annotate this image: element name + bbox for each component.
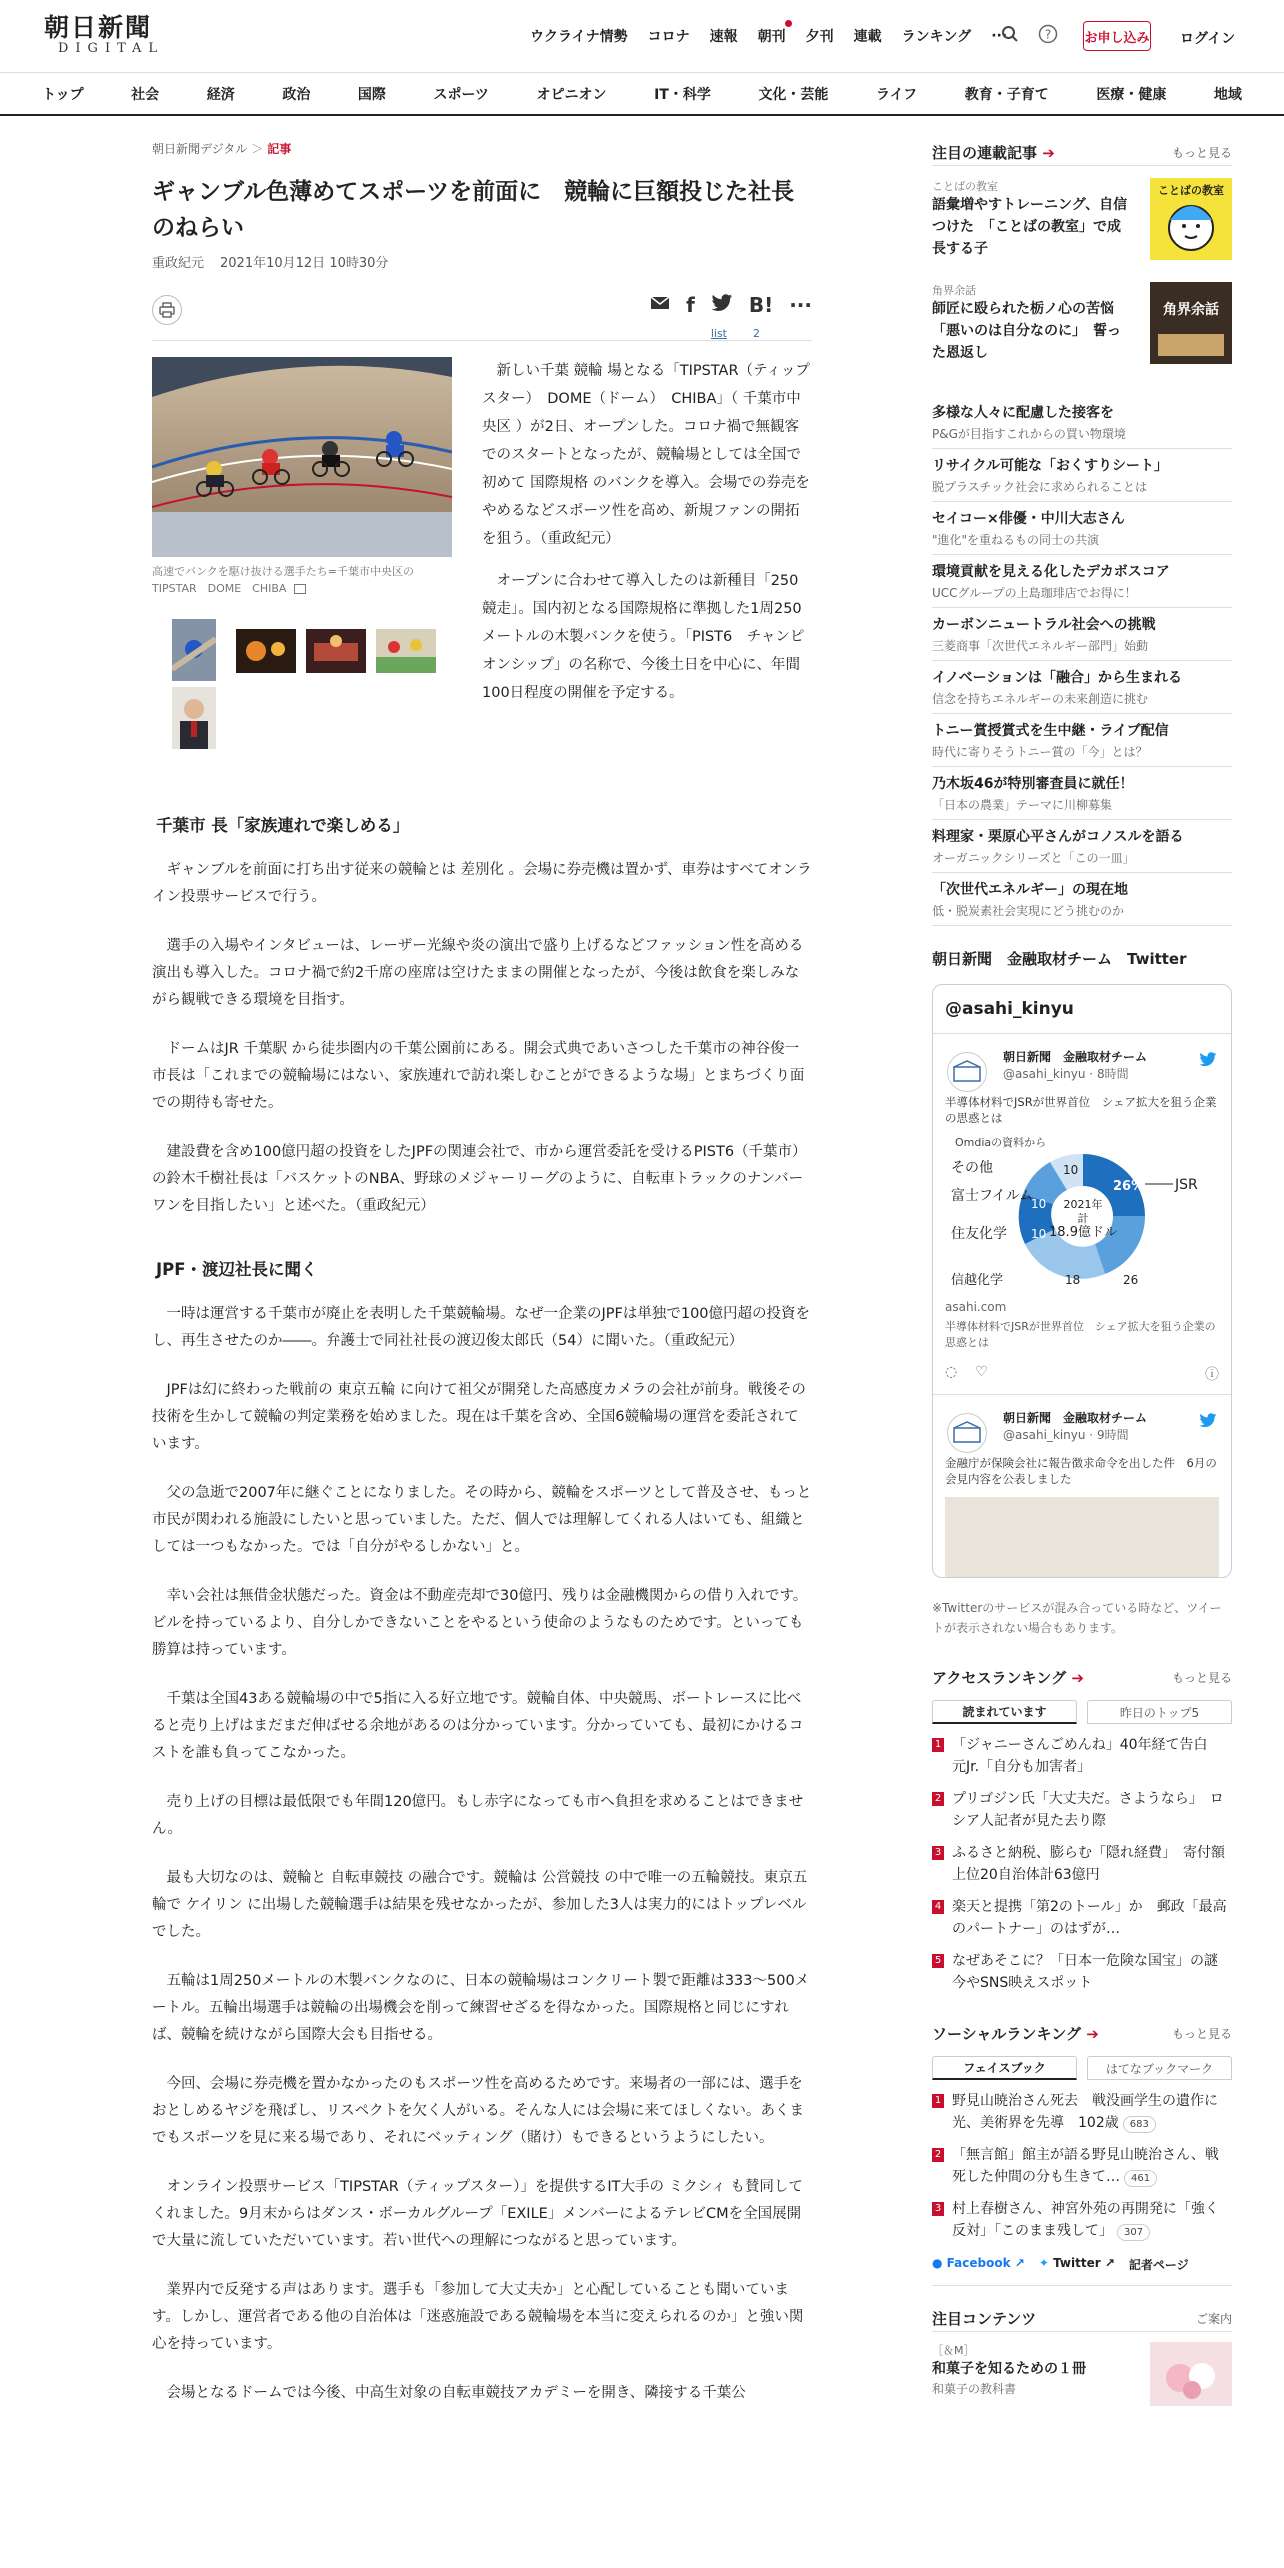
tweet-link-domain: asahi.com (945, 1300, 1007, 1314)
ranking-item[interactable] (932, 2144, 1232, 2188)
breadcrumb (152, 140, 812, 158)
body-paragraph: 最も大切なのは、競輪と 自転車競技 の融合です。競輪は 公営競技 の中で唯一の五輪競技。東京五輪で ケイリン に出場した競輪選手は結果を残せなかったが、参加した3人は実力的にはトップレベルでした。 (152, 1870, 808, 1940)
pr-title: 料理家・栗原心平さんがコノスルを語る (932, 829, 1184, 845)
body-paragraph: 売り上げの目標は最低限でも年間120億円。もし赤字になっても市へ負担を求めることはできません。 (152, 1794, 804, 1837)
thumbnail[interactable] (306, 629, 366, 673)
ranking-title: 楽天と提携「第2のトール」か 郵政「最高のパートナー」のはずが… (952, 1899, 1227, 1937)
pr-list (932, 396, 1232, 926)
top-nav-series[interactable]: 連載 (853, 29, 882, 45)
thumbnail[interactable] (172, 619, 216, 681)
tweet-link-title: 半導体材料でJSRが世界首位 シェア拡大を狙う企業の思惑とは (945, 1320, 1216, 1349)
pr-item[interactable] (932, 608, 1232, 661)
twitter-bird-icon[interactable] (1199, 1052, 1217, 1071)
attention-guide-link[interactable]: ご案内 (1195, 2312, 1232, 2326)
print-icon[interactable] (152, 295, 182, 325)
rank-number: 1 (932, 2094, 944, 2108)
ranking-item[interactable] (932, 2090, 1232, 2134)
cat-opinion[interactable]: オピニオン (536, 86, 607, 103)
attention-heading: 注目コンテンツ (932, 2310, 1037, 2328)
tweet-text: 半導体材料でJSRが世界首位 シェア拡大を狙う企業の思惑とは (945, 1095, 1217, 1125)
attention-thumbnail (1150, 2342, 1232, 2406)
rensai-item[interactable] (932, 282, 1232, 374)
rank-number: 4 (932, 1900, 944, 1914)
tweet-handle[interactable]: @asahi_kinyu · 8時間 (1003, 1067, 1129, 1081)
body-paragraph: 五輪は1周250メートルの木製バンクなのに、日本の競輪場はコンクリート製で距離は333～500メートル。五輪出場選手は競輪の出場機会を削って練習せざるを得なかった。国際規格と同じにすれば、競輪を続けながら国際大会も目指せる。 (152, 1973, 810, 2043)
chart-label-jsr: JSR (1175, 1177, 1198, 1193)
pr-title: 環境貢献を見える化したデカボスコア (932, 564, 1170, 580)
attention-contents (932, 2306, 1232, 2406)
top-nav-evening[interactable]: 夕刊 (805, 29, 834, 45)
thumbnail[interactable] (236, 629, 296, 673)
body-paragraph: ギャンブルを前面に打ち出す従来の競輪とは 差別化 。会場に券売機は置かず、車券はすべてオンライン投票サービスで行う。 (152, 862, 812, 905)
body-paragraph: 会場となるドームでは今後、中高生対象の自転車競技アカデミーを開き、隣接する千葉公 (166, 2385, 746, 2401)
byline (152, 252, 812, 271)
site-header (0, 0, 1284, 72)
lead-paragraph: 新しい千葉 競輪 場となる「TIPSTAR（ティップスター） DOME（ドーム） CHIBA」（ 千葉市中央区 ）が2日、オープンした。コロナ禍で無観客でのスタートとなったが、競輪場としては全国で初めて 国際規格 のバンクを導入。会場での券売をやめるなどスポーツ性を高め、新規ファンの開拓を狙う。（重政紀元） (482, 363, 810, 547)
article-body (152, 812, 812, 2429)
pr-subtitle: P&Gが目指すこれからの買い物環境 (932, 427, 1126, 441)
twitter-bird-icon[interactable] (1199, 1413, 1217, 1432)
attention-header (932, 2306, 1232, 2332)
rensai-heading-text: 注目の連載記事 (932, 144, 1038, 162)
ranking-item[interactable] (932, 1896, 1232, 1940)
top-nav-breaking[interactable]: 速報 (709, 29, 738, 45)
tweet-chart-image[interactable] (945, 1134, 1219, 1294)
ranking-title: なぜあそこに？「日本一危険な国宝」の謎 今やSNS映えスポット (952, 1953, 1232, 1991)
category-nav (0, 72, 1284, 116)
top-nav-ranking[interactable]: ランキング (901, 29, 972, 45)
top-nav-corona[interactable]: コロナ (647, 29, 690, 45)
share-counts (711, 327, 760, 340)
chart-value: 10 (1031, 1197, 1047, 1211)
tweet-link-card[interactable] (945, 1300, 1219, 1350)
chart-center-total-label: 計 (1077, 1212, 1089, 1225)
help-icon[interactable] (1036, 22, 1060, 46)
twitter-link-label: Twitter (1053, 2256, 1101, 2270)
hatena-count[interactable]: 2 (753, 327, 760, 340)
twitter-icon[interactable] (711, 293, 733, 318)
search-icon[interactable] (998, 22, 1022, 46)
share-count-badge: 683 (1123, 2116, 1156, 2133)
more-share-icon[interactable]: ··· (789, 293, 812, 317)
cat-sports[interactable]: スポーツ (433, 86, 489, 103)
chart-center-year: 2021年 (1063, 1198, 1103, 1211)
hatena-bookmark-icon[interactable]: B! (748, 293, 774, 317)
rank-number: 3 (932, 2202, 944, 2216)
arrow-right-icon: ➔ (1042, 144, 1055, 162)
arrow-right-icon: ➔ (1086, 2024, 1099, 2043)
chart-label-other: その他 (951, 1160, 993, 1176)
subscribe-button[interactable]: お申し込み (1083, 21, 1151, 51)
pr-title: イノベーションは「融合」から生まれる (932, 670, 1183, 686)
body-paragraph: 建設費を含め100億円超の投資をしたJPFの関連会社で、市から運営委託を受けるPIST6（千葉市）の鈴木千樹社長は「バスケットのNBA、野球のメジャーリーグのように、自転車トラックのナンバーワンを目指したい」と述べた。（重政紀元） (152, 1144, 807, 1214)
social-ranking (932, 2020, 1232, 2286)
attention-title: 和菓子を知るための１冊 (932, 2361, 1086, 2377)
cat-culture[interactable]: 文化・芸能 (758, 86, 829, 103)
twitter-icon: ✦ (1038, 2256, 1049, 2270)
rensai-heading[interactable] (932, 142, 1055, 163)
rensai-title: 語彙増やすトレーニング、自信つけた 「ことばの教室」で成長する子 (932, 197, 1128, 257)
avatar[interactable] (947, 1413, 987, 1453)
pr-subtitle: 三菱商事「次世代エネルギー部門」始動 (932, 639, 1149, 653)
pr-subtitle: 脱プラスチック社会に求められることは (932, 480, 1148, 494)
lead-paragraph: オープンに合わせて導入したのは新種目「250競走」。国内初となる国際規格に準拠した1周250メートルの木製バンクを使う。「PIST6 チャンピオンシップ」の名称で、今後土日を中心に、年間100日程度の開催を予定する。 (482, 573, 805, 701)
rensai-more-link[interactable]: もっと見る (1171, 146, 1232, 160)
pr-title: カーボンニュートラル社会への挑戦 (932, 617, 1156, 633)
body-paragraph: 幸い会社は無借金状態だった。資金は不動産売却で30億円、残りは金融機関からの借り入れです。ビルを持っているより、自分しかできないことをやるという使命のようなものためです。といっても勝算は持っています。 (152, 1588, 808, 1658)
pr-subtitle: 「日本の農業」テーマに川柳募集 (932, 798, 1113, 812)
chart-label-fuji: 富士フイルム (951, 1188, 1034, 1204)
like-icon[interactable]: ♡ (975, 1364, 988, 1380)
body-paragraph: JPFは幻に終わった戦前の 東京五輪 に向けて祖父が開発した高感度カメラの会社が前身。戦後その技術を生かして競輪の判定業務を始めました。現在は千葉を含め、全国6競輪場の運営を委託されています。 (152, 1382, 806, 1452)
pr-subtitle: 時代に寄りそうトニー賞の「今」とは？ (932, 745, 1148, 759)
pr-title: 多様な人々に配慮した接客を (932, 405, 1114, 421)
attention-item[interactable] (932, 2342, 1232, 2406)
chart-value: 18 (1065, 1273, 1081, 1287)
info-icon[interactable]: ⓘ (1205, 1367, 1219, 1383)
top-nav (530, 26, 1027, 46)
author[interactable]: 重政紀元 (152, 256, 205, 271)
article-lead (152, 357, 812, 797)
pr-item[interactable] (932, 873, 1232, 926)
access-ranking (932, 1664, 1232, 1994)
chart-value: 10 (1031, 1227, 1047, 1241)
pr-item[interactable] (932, 767, 1232, 820)
attention-subtitle: 和菓子の教科書 (932, 2382, 1017, 2396)
pr-item[interactable] (932, 820, 1232, 873)
ranking-title: 野見山暁治さん死去 戦没画学生の遺作に光、美術界を先導 102歳 (952, 2093, 1218, 2131)
access-ranking-heading-text: アクセスランキング (932, 1668, 1067, 1687)
pr-subtitle: 低・脱炭素社会実現にどう挑むのか (932, 904, 1125, 918)
pr-item[interactable] (932, 714, 1232, 767)
pr-title: 乃木坂46が特別審査員に就任！ (932, 776, 1134, 792)
avatar[interactable] (947, 1052, 987, 1092)
tweet-author[interactable]: 朝日新聞 金融取材チーム (1003, 1050, 1148, 1064)
login-link[interactable]: ログイン (1180, 31, 1236, 47)
rensai-title: 師匠に殴られた栃ノ心の苦悩「悪いのは自分なのに」 誓った恩返し (932, 301, 1121, 361)
social-ranking-heading-text: ソーシャルランキング (932, 2024, 1081, 2043)
social-links (932, 2256, 1232, 2286)
twitter-account[interactable]: @asahi_kinyu (933, 985, 1231, 1034)
ranking-item[interactable] (932, 1950, 1232, 1994)
share-count-badge: 307 (1117, 2224, 1150, 2241)
tweet-text: 金融庁が保険会社に報告徴求命令を出した件 6月の会見内容を公表しました (945, 1456, 1217, 1486)
ranking-title: ふるさと納税、膨らむ「隠れ経費」 寄付額上位20自治体計63億円 (952, 1845, 1225, 1883)
access-ranking-more-link[interactable]: もっと見る (1171, 1670, 1232, 1685)
facebook-icon: ● (932, 2256, 943, 2270)
rensai-item[interactable] (932, 178, 1232, 270)
pr-title: トニー賞授賞式を生中継・ライブ配信 (932, 723, 1169, 739)
tweet-handle[interactable]: @asahi_kinyu · 9時間 (1003, 1428, 1129, 1442)
ranking-title: 「ジャニーさんごめんね」40年経て告白 元Jr.「自分も加害者」 (952, 1737, 1222, 1775)
body-paragraph: 今回、会場に券売機を置かなかったのもスポーツ性を高めるためです。来場者の一部には、選手をおとしめるヤジを飛ばし、リスペクトを欠く人がいる。そんな人には会場に来てほしくない。あくまでもスポーツを見に来る場であり、それにベッティング（賭け）もできるというようにしたい。 (152, 2076, 805, 2146)
thumbnail[interactable] (172, 687, 216, 749)
social-ranking-tabs (932, 2056, 1232, 2080)
cat-life[interactable]: ライフ (876, 86, 918, 103)
body-paragraph: ドームはJR 千葉駅 から徒歩圏内の千葉公園前にある。開会式典であいさつした千葉市の神谷俊一市長は「これまでの競輪場にはない、家族連れで訪れ楽しむことができるような場」とまちづくり面での期待も寄せた。 (152, 1041, 805, 1111)
tweet[interactable] (933, 1034, 1231, 1394)
lead-text (482, 357, 812, 721)
facebook-link[interactable]: ● Facebook ↗ (932, 2256, 1025, 2270)
facebook-link-label: Facebook (946, 2256, 1011, 2270)
twitter-heading: 朝日新聞 金融取材チーム Twitter (932, 950, 1187, 968)
list-count[interactable]: list (710, 327, 727, 340)
pr-title: セイコー×俳優・中川大志さん (932, 511, 1125, 527)
section-heading: JPF・渡辺社長に聞く (156, 1260, 318, 1279)
rensai-thumbnail-text: 角界余話 (1163, 302, 1219, 318)
share-bar (152, 285, 812, 341)
breadcrumb-current: 記事 (267, 142, 292, 156)
ranking-title: 「無言館」館主が語る野見山暁治さん、戦死した仲間の分も生きて… (952, 2147, 1219, 2185)
logo-sub: DIGITAL (58, 41, 165, 56)
rensai-category: 角界余話 (932, 284, 976, 297)
breadcrumb-site[interactable]: 朝日新聞デジタル (152, 142, 248, 156)
cat-education[interactable]: 教育・子育て (964, 86, 1049, 103)
cat-region[interactable]: 地域 (1213, 86, 1242, 103)
rensai-thumbnail (1150, 178, 1232, 260)
pr-subtitle: "進化"を重ねるもの同士の共演 (932, 533, 1100, 547)
publish-date: 2021年10月12日 10時30分 (220, 256, 389, 271)
breadcrumb-separator: ＞ (251, 142, 264, 156)
pr-item[interactable] (932, 396, 1232, 449)
cat-it-science[interactable]: IT・科学 (654, 86, 711, 103)
chart-center-total: 18.9億ドル (1049, 1225, 1117, 1240)
thumbnail[interactable] (376, 629, 436, 673)
tab-facebook[interactable]: フェイスブック (932, 2056, 1077, 2080)
rensai-header (932, 140, 1232, 166)
rensai-thumbnail (1150, 282, 1232, 364)
photo-caption (152, 563, 452, 597)
tweet-author[interactable]: 朝日新聞 金融取材チーム (1003, 1411, 1148, 1425)
pr-subtitle: 信念を持ちエネルギーの未来創造に挑む (932, 692, 1149, 706)
top-nav-morning-label: 朝刊 (757, 29, 786, 45)
main-photo[interactable] (152, 357, 452, 557)
chart-jsr-percent: 26% (1113, 1179, 1145, 1194)
photo-caption-text: 高速でバンクを駆け抜ける選手たち=千葉市中央区のTIPSTAR DOME CHIBA (152, 565, 414, 595)
tab-hatena[interactable]: はてなブックマーク (1087, 2056, 1232, 2080)
arrow-right-icon: ➔ (1071, 1668, 1084, 1687)
reply-icon[interactable]: ◌ (945, 1364, 958, 1380)
pr-item[interactable] (932, 502, 1232, 555)
tweet-actions (945, 1364, 1219, 1383)
site-logo[interactable] (44, 14, 169, 56)
twitter-note: ※Twitterのサービスが混み合っている時など、ツイートが表示されない場合もあります。 (932, 1601, 1222, 1635)
sidebar (932, 140, 1232, 2406)
pr-item[interactable] (932, 555, 1232, 608)
attention-category: ［＆M］ (932, 2344, 975, 2357)
cat-health[interactable]: 医療・健康 (1096, 86, 1167, 103)
chart-label-sumitomo: 住友化学 (951, 1226, 1007, 1242)
cat-international[interactable]: 国際 (357, 86, 386, 103)
cat-top[interactable]: トップ (42, 86, 84, 103)
expand-photo-icon[interactable] (294, 584, 306, 594)
ranking-item[interactable] (932, 2198, 1232, 2242)
body-paragraph: 業界内で反発する声はあります。選手も「参加して大丈夫か」と心配していることも聞いています。しかし、運営者である他の自治体は「迷惑施設である競輪場を本当に変えられるのか」と強い関心を持っています。 (152, 2282, 804, 2352)
twitter-timeline[interactable] (932, 984, 1232, 1578)
pr-item[interactable] (932, 661, 1232, 714)
rank-number: 1 (932, 1738, 944, 1752)
cat-politics[interactable]: 政治 (282, 86, 311, 103)
rank-number: 2 (932, 2148, 944, 2162)
svg-text:?: ? (1044, 27, 1052, 42)
ranking-title: プリゴジン氏「大丈夫だ。さようなら」 ロシア人記者が見た去り際 (952, 1791, 1224, 1829)
ranking-item[interactable] (932, 1734, 1232, 1778)
share-buttons (650, 293, 812, 318)
mail-icon[interactable] (650, 293, 670, 318)
pr-item[interactable] (932, 449, 1232, 502)
rensai-category: ことばの教室 (932, 180, 998, 193)
body-paragraph: 一時は運営する千葉市が廃止を表明した千葉競輪場。なぜ一企業のJPFは単独で100億円超の投資をし、再生させたのか――。弁護士で同社社長の渡辺俊太郎氏（54）に聞いた。（重政紀元） (152, 1306, 811, 1349)
cat-economy[interactable]: 経済 (206, 86, 235, 103)
rensai-thumbnail-text: ことばの教室 (1158, 184, 1224, 197)
pr-subtitle: UCCグループの上島珈琲店でお得に！ (932, 586, 1137, 600)
ranking-item[interactable] (932, 1788, 1232, 1832)
ranking-title: 村上春樹さん、神宮外苑の再開発に「強く反対」「このまま残して」 (952, 2201, 1219, 2239)
body-paragraph: 選手の入場やインタビューは、レーザー光線や炎の演出で盛り上げるなどファッション性を高める演出も導入した。コロナ禍で約2千席の座席は空けたままの開催となったが、今後は飲食を楽しみながら観戦できる環境を目指す。 (152, 938, 804, 1008)
facebook-icon[interactable]: f (686, 293, 695, 317)
chart-label-shinetsu: 信越化学 (951, 1273, 1004, 1288)
tab-most-read[interactable]: 読まれています (932, 1700, 1077, 1724)
body-paragraph: 父の急逝で2007年に継ぐことになりました。その時から、競輪をスポーツとして普及させ、もっと市民が関われる施設にしたいと思っていました。ただ、個人では理解してくれる人はいても、組織としては一つもなかった。では「自分がやるしかない」と。 (152, 1485, 812, 1555)
more-menu-button[interactable]: ··· (991, 28, 1008, 44)
rank-number: 5 (932, 1954, 944, 1968)
body-paragraph: オンライン投票サービス「TIPSTAR（ティップスター）」を提供するIT大手の ミクシィ も賛同してくれました。9月末からはダンス・ボーカルグループ「EXILE」メンバーによるテレビCMを全国展開で大量に流していただいています。若い世代への理解につながると思っています。 (152, 2179, 803, 2249)
access-ranking-heading[interactable] (932, 1667, 1084, 1688)
tweet-document-image[interactable] (945, 1497, 1219, 1577)
access-ranking-tabs (932, 1700, 1232, 1724)
rank-number: 2 (932, 1792, 944, 1806)
social-ranking-header (932, 2020, 1232, 2046)
article (152, 140, 812, 2401)
pr-title: リサイクル可能な「おくすりシート」 (932, 458, 1169, 474)
top-nav-morning[interactable] (758, 26, 786, 46)
rank-number: 3 (932, 1846, 944, 1860)
social-ranking-more-link[interactable]: もっと見る (1171, 2026, 1232, 2041)
tweet[interactable] (933, 1394, 1231, 1578)
reporter-page-link[interactable]: 記者ページ (1128, 2258, 1189, 2272)
access-ranking-header (932, 1664, 1232, 1690)
chart-value: 10 (1063, 1163, 1079, 1177)
section-heading: 千葉市 長「家族連れで楽しめる」 (156, 816, 410, 835)
logo-main: 朝日新聞 (44, 13, 153, 42)
pr-subtitle: オーガニックシリーズと「この一皿」 (932, 851, 1135, 865)
top-nav-ukraine[interactable]: ウクライナ情勢 (530, 29, 628, 45)
tab-yesterday-top5[interactable]: 昨日のトップ5 (1087, 1700, 1232, 1724)
pr-title: 「次世代エネルギー」の現在地 (932, 882, 1128, 898)
social-ranking-heading[interactable] (932, 2023, 1099, 2044)
ranking-item[interactable] (932, 1842, 1232, 1886)
body-paragraph: 千葉は全国43ある競輪場の中で5指に入る好立地です。競輪自体、中央競馬、ボートレースに比べると売り上げはまだまだ伸ばせる余地があるのは分かっています。分かっていても、最初にかけるコストを誰も負ってこなかった。 (152, 1691, 804, 1761)
chart-value: 26 (1123, 1273, 1139, 1287)
twitter-link[interactable]: ✦ Twitter ↗ (1038, 2256, 1115, 2270)
share-count-badge: 461 (1124, 2170, 1157, 2187)
cat-society[interactable]: 社会 (131, 86, 160, 103)
new-dot (785, 20, 792, 27)
chart-caption: Omdiaの資料から (955, 1136, 1047, 1149)
article-title: ギャンブル色薄めてスポーツを前面に 競輪に巨額投じた社長のねらい (152, 179, 795, 241)
